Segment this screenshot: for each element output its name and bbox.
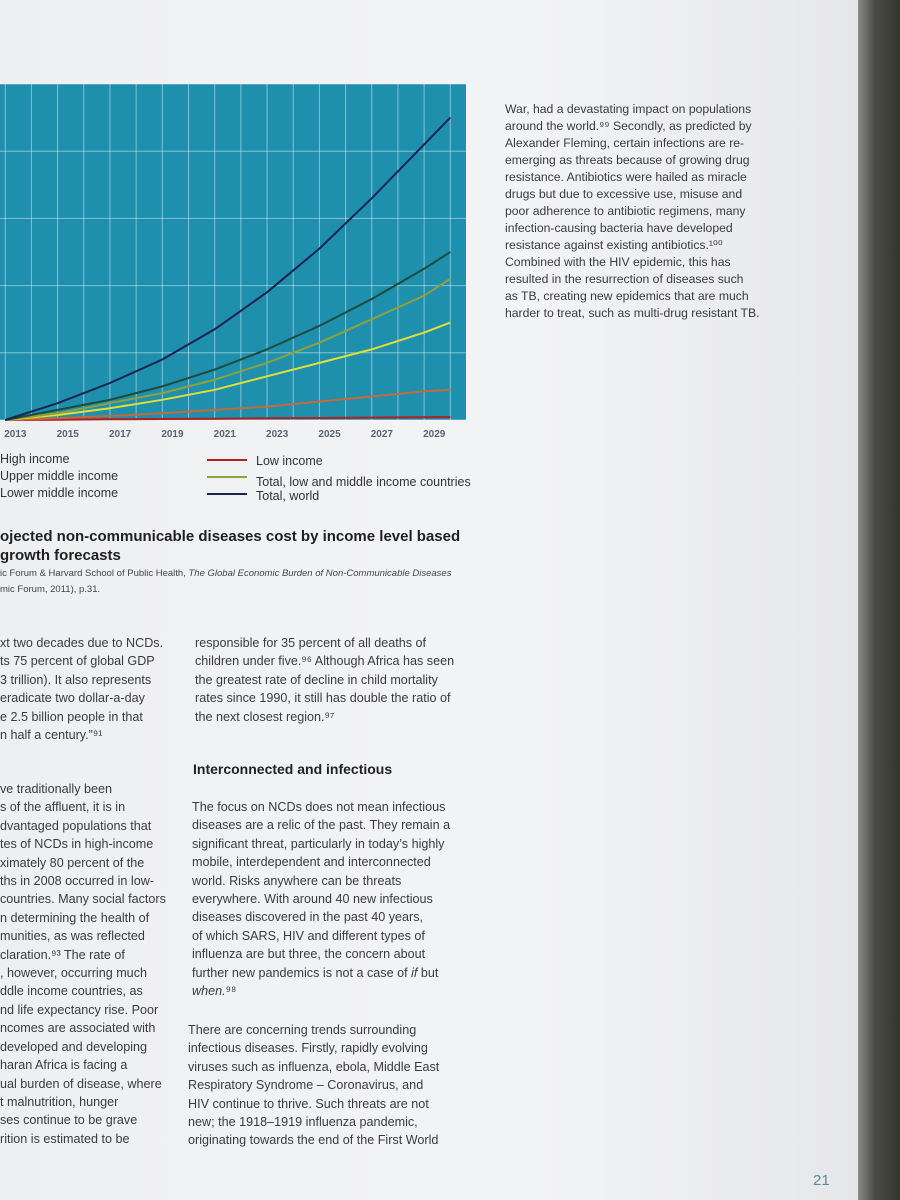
text-line: dvantaged populations that xyxy=(0,818,152,833)
text-line: n determining the health of xyxy=(0,910,150,925)
x-tick-label: 2027 xyxy=(370,429,393,440)
text-line: munities, as was reflected xyxy=(0,929,145,944)
text-line: when.⁹⁸ xyxy=(192,984,237,999)
legend-low-income: Low income xyxy=(256,454,323,468)
book-binding-shadow xyxy=(858,0,900,1200)
text-line: ths in 2008 occurred in low- xyxy=(0,874,155,889)
text-line: 3 trillion). It also represents xyxy=(0,672,152,687)
text-line: harder to treat, such as multi-drug resistant TB. xyxy=(505,306,760,320)
text-line: mobile, interdependent and interconnected xyxy=(192,855,431,870)
x-tick-label: 2017 xyxy=(108,429,132,440)
text-line: War, had a devastating impact on populations xyxy=(505,102,752,116)
text-line: xt two decades due to NCDs. xyxy=(0,636,164,650)
text-line: children under five.⁹⁶ Although Africa has seen xyxy=(195,654,455,669)
text-line: drugs but due to excessive use, misuse and xyxy=(505,187,743,201)
text-line: There are concerning trends surrounding xyxy=(188,1023,417,1037)
text-line: s of the affluent, it is in xyxy=(0,800,126,815)
text-line: ve traditionally been xyxy=(0,782,113,796)
text-line: the greatest rate of decline in child mortality xyxy=(195,672,438,687)
figure-source: ic Forum & Harvard School of Public Health, The Global Economic Burden of Non-Communicable Diseases mic Forum, 2011), p.31. xyxy=(0,568,452,595)
text-line: influenza are but three, the concern about xyxy=(192,947,426,962)
text-line: Alexander Fleming, certain infections are re- xyxy=(505,136,745,150)
text-line: ddle income countries, as xyxy=(0,984,143,999)
x-tick-label: 2029 xyxy=(423,429,446,440)
text-line: HIV continue to thrive. Such threats are not xyxy=(188,1096,429,1111)
section-paragraph-1 xyxy=(192,798,492,1000)
text-line: everywhere. With around 40 new infectious xyxy=(192,892,433,907)
text-line: diseases are a relic of the past. They remain a xyxy=(192,818,451,833)
x-tick-label: 2023 xyxy=(266,429,289,440)
text-line: ses continue to be grave xyxy=(0,1113,138,1128)
figure-title: ojected non-communicable diseases cost by income level based growth forecasts xyxy=(0,528,461,564)
section-paragraph-2 xyxy=(188,1021,488,1150)
text-line: tes of NCDs in high-income xyxy=(0,837,154,852)
text-line: of which SARS, HIV and different types of xyxy=(192,928,425,943)
legend-swatch-total-world xyxy=(207,493,247,495)
section-heading: Interconnected and infectious xyxy=(193,761,393,777)
text-line: rition is estimated to be xyxy=(0,1131,130,1146)
text-line: haran Africa is facing a xyxy=(0,1058,128,1073)
text-line: poor adherence to antibiotic regimens, many xyxy=(505,204,746,218)
x-tick-label: 2019 xyxy=(161,429,184,440)
text-line: infectious diseases. Firstly, rapidly evolving xyxy=(188,1041,428,1056)
legend-swatch-total-lmic xyxy=(207,476,247,478)
text-line: originating towards the end of the First World xyxy=(188,1133,439,1148)
ncd-cost-chart xyxy=(0,80,470,450)
text-line: nd life expectancy rise. Poor xyxy=(0,1002,159,1017)
text-line: ximately 80 percent of the xyxy=(0,855,145,870)
text-line: ts 75 percent of global GDP xyxy=(0,654,155,669)
text-line: resistance. Antibiotics were hailed as miracle xyxy=(505,170,747,184)
legend-lower-middle-income: Lower middle income xyxy=(0,486,119,500)
chart-background xyxy=(0,84,466,420)
text-line: significant threat, particularly in today’s highly xyxy=(192,836,445,851)
left-column-bottom-text xyxy=(0,780,175,1148)
x-tick-label: 2021 xyxy=(213,429,236,440)
text-line: claration.⁹³ The rate of xyxy=(0,947,125,962)
text-line: the next closest region.⁹⁷ xyxy=(195,709,335,724)
text-line: diseases discovered in the past 40 years, xyxy=(192,910,424,925)
middle-column-top-text xyxy=(195,634,495,726)
text-line: ual burden of disease, where xyxy=(0,1076,162,1091)
text-line: infection-causing bacteria have developed xyxy=(505,221,733,235)
text-line: ncomes are associated with xyxy=(0,1021,156,1036)
text-line: Respiratory Syndrome – Coronavirus, and xyxy=(188,1078,424,1093)
text-line: resulted in the resurrection of diseases such xyxy=(505,272,744,286)
text-line: new; the 1918–1919 influenza pandemic, xyxy=(188,1115,418,1130)
legend-total-lmic: Total, low and middle income countries xyxy=(256,475,471,489)
chart-plot xyxy=(0,80,470,425)
legend-total-world: Total, world xyxy=(256,489,320,503)
text-line: e 2.5 billion people in that xyxy=(0,709,143,724)
x-tick-label: 2025 xyxy=(318,429,341,440)
page-number: 21 xyxy=(813,1172,830,1189)
text-line: developed and developing xyxy=(0,1039,148,1054)
text-line: world. Risks anywhere can be threats xyxy=(192,873,402,888)
text-line: rates since 1990, it still has double the ratio of xyxy=(195,691,451,706)
text-line: further new pandemics is not a case of if but xyxy=(192,965,439,980)
text-line: , however, occurring much xyxy=(0,966,147,981)
text-line: countries. Many social factors xyxy=(0,892,166,907)
text-line: n half a century.”⁹¹ xyxy=(0,728,103,743)
text-line: responsible for 35 percent of all deaths of xyxy=(195,636,427,650)
legend-high-income: High income xyxy=(0,452,70,466)
text-line: as TB, creating new epidemics that are much xyxy=(505,289,749,303)
legend-upper-middle-income: Upper middle income xyxy=(0,469,119,483)
text-line: viruses such as influenza, ebola, Middle East xyxy=(188,1059,440,1074)
text-line: Combined with the HIV epidemic, this has xyxy=(505,255,731,269)
x-tick-label: 2013 xyxy=(4,429,27,440)
text-line: resistance against existing antibiotics.¹⁰⁰ xyxy=(505,238,723,252)
text-line: eradicate two dollar-a-day xyxy=(0,691,145,706)
text-line: t malnutrition, hunger xyxy=(0,1094,119,1109)
text-line: emerging as threats because of growing drug xyxy=(505,153,750,167)
x-tick-label: 2015 xyxy=(56,429,79,440)
legend-swatch-low-income xyxy=(207,459,247,461)
text-line: around the world.⁹⁹ Secondly, as predicted by xyxy=(505,119,752,133)
left-column-top-text xyxy=(0,634,180,744)
text-line: The focus on NCDs does not mean infectious xyxy=(192,800,446,814)
right-column-text xyxy=(505,101,805,322)
